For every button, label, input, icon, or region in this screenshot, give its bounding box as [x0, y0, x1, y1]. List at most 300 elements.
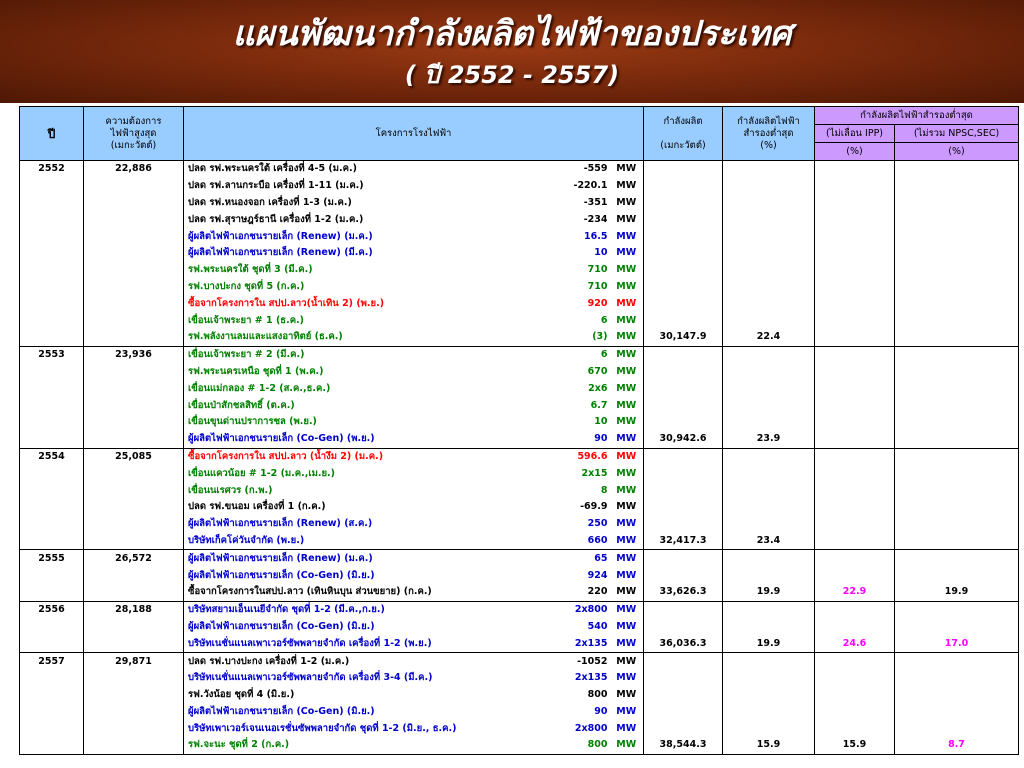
row-capacity — [644, 380, 723, 397]
row-reserve-no-ipp-delay — [815, 465, 895, 482]
row-unit: MW — [610, 279, 644, 296]
row-peak-demand — [84, 567, 184, 584]
table-row — [20, 414, 1019, 431]
row-year: 2557 — [20, 653, 84, 670]
row-reserve-no-ipp-delay — [815, 312, 895, 329]
row-unit: MW — [610, 414, 644, 431]
row-year — [20, 178, 84, 195]
row-reserve-no-ipp-delay — [815, 228, 895, 245]
row-year — [20, 195, 84, 212]
row-reserve-no-ipp-delay — [815, 720, 895, 737]
table-row — [20, 601, 1019, 618]
row-reserve — [723, 312, 815, 329]
row-reserve-no-ipp-delay — [815, 687, 895, 704]
row-mw-value: 10 — [594, 247, 608, 259]
row-mw-value: 710 — [587, 264, 608, 276]
row-project-name: เขื่อนเจ้าพระยา # 1 (ธ.ค.) — [188, 314, 305, 326]
row-reserve — [723, 619, 815, 636]
row-capacity: 32,417.3 — [644, 533, 723, 550]
row-peak-demand — [84, 245, 184, 262]
row-year — [20, 533, 84, 550]
row-reserve-excl-npsc: 17.0 — [895, 635, 1019, 652]
row-peak-demand — [84, 465, 184, 482]
row-peak-demand — [84, 380, 184, 397]
row-capacity — [644, 211, 723, 228]
row-peak-demand — [84, 431, 184, 448]
row-mw-value: 2x135 — [574, 672, 608, 684]
row-project-name: ซื้อจากโครงการในสปป.ลาว (เทินหินบุน ส่วนขยาย) (ก.ค.) — [184, 584, 560, 601]
row-year — [20, 516, 84, 533]
row-mw-value: -220.1 — [573, 180, 608, 192]
row-reserve — [723, 380, 815, 397]
row-year — [20, 295, 84, 312]
row-project-name: ปลด รฟ.ขนอม เครื่องที่ 1 (ก.ค.) — [188, 501, 326, 513]
row-capacity — [644, 245, 723, 262]
row-reserve-no-ipp-delay — [815, 619, 895, 636]
row-reserve-no-ipp-delay — [815, 195, 895, 212]
row-peak-demand — [84, 635, 184, 652]
title-banner — [0, 0, 1024, 103]
table-row — [20, 329, 1019, 346]
row-peak-demand — [84, 397, 184, 414]
row-peak-demand — [84, 329, 184, 346]
row-peak-demand: 22,886 — [84, 161, 184, 178]
row-reserve-excl-npsc — [895, 601, 1019, 618]
row-reserve-excl-npsc — [895, 397, 1019, 414]
table-row — [20, 262, 1019, 279]
header-year: ปี — [20, 107, 84, 161]
row-project-name: ผู้ผลิตไฟฟ้าเอกชนรายเล็ก (Co-Gen) (มิ.ย.) — [188, 705, 375, 717]
row-peak-demand — [84, 482, 184, 499]
row-capacity — [644, 262, 723, 279]
row-project-name: ปลด รฟ.บางปะกง เครื่องที่ 1-2 (ม.ค.) — [188, 655, 350, 667]
row-year — [20, 211, 84, 228]
row-reserve — [723, 653, 815, 670]
table-row — [20, 737, 1019, 754]
row-reserve: 15.9 — [723, 737, 815, 754]
table-row — [20, 228, 1019, 245]
row-capacity — [644, 670, 723, 687]
row-mw-value: 2x800 — [574, 604, 608, 616]
row-mw-value: 16.5 — [584, 230, 608, 242]
row-unit: MW — [610, 567, 644, 584]
row-reserve — [723, 195, 815, 212]
row-reserve — [723, 414, 815, 431]
row-capacity — [644, 567, 723, 584]
row-project-name: เขื่อนขุนด่านปราการชล (พ.ย.) — [188, 416, 317, 428]
table-row — [20, 211, 1019, 228]
table-row — [20, 516, 1019, 533]
table-row — [20, 635, 1019, 652]
table-row — [20, 704, 1019, 721]
row-peak-demand — [84, 516, 184, 533]
row-peak-demand — [84, 619, 184, 636]
row-reserve-excl-npsc — [895, 448, 1019, 465]
row-year — [20, 584, 84, 601]
row-reserve-no-ipp-delay — [815, 346, 895, 363]
row-project-name: บริษัทสยามเอ็นเนยีจำกัด ชุดที่ 1-2 (มี.ค.,ก.ย.) — [188, 604, 385, 616]
row-mw-value: 65 — [594, 552, 608, 564]
row-reserve-excl-npsc — [895, 619, 1019, 636]
row-capacity — [644, 178, 723, 195]
row-reserve-no-ipp-delay — [815, 653, 895, 670]
page-subtitle: ( ปี 2552 - 2557) — [404, 61, 620, 89]
header-no-ipp-delay-unit: (%) — [815, 143, 895, 161]
row-reserve-excl-npsc — [895, 178, 1019, 195]
row-capacity — [644, 516, 723, 533]
row-project-name: ผู้ผลิตไฟฟ้าเอกชนรายเล็ก (Co-Gen) (พ.ย.) — [184, 431, 560, 448]
row-peak-demand — [84, 670, 184, 687]
row-mw-value: 10 — [594, 416, 608, 428]
row-peak-demand — [84, 312, 184, 329]
row-peak-demand — [84, 364, 184, 381]
table-row — [20, 245, 1019, 262]
row-unit: MW — [610, 329, 644, 346]
row-mw-value: 920 — [587, 297, 608, 309]
row-unit: MW — [610, 499, 644, 516]
table-row — [20, 178, 1019, 195]
row-peak-demand — [84, 584, 184, 601]
table-body — [20, 161, 1019, 755]
row-reserve-no-ipp-delay — [815, 364, 895, 381]
row-capacity — [644, 653, 723, 670]
row-mw-value: 710 — [587, 280, 608, 292]
row-reserve — [723, 482, 815, 499]
row-unit: MW — [610, 397, 644, 414]
row-reserve-no-ipp-delay — [815, 670, 895, 687]
table-row — [20, 195, 1019, 212]
row-reserve-no-ipp-delay — [815, 161, 895, 178]
table-row — [20, 346, 1019, 363]
row-unit: MW — [610, 482, 644, 499]
row-reserve-excl-npsc — [895, 567, 1019, 584]
row-peak-demand — [84, 720, 184, 737]
row-capacity — [644, 704, 723, 721]
row-peak-demand — [84, 687, 184, 704]
row-reserve-excl-npsc — [895, 211, 1019, 228]
row-project-name: บริษัทเนชั่นแนลเพาเวอร์ซัพพลายจำกัด เครื่องที่ 1-2 (พ.ย.) — [184, 635, 560, 652]
row-reserve — [723, 295, 815, 312]
row-year — [20, 687, 84, 704]
header-peak-demand: ความต้องการ ไฟฟ้าสูงสุด (เมกะวัตต์) — [84, 107, 184, 161]
row-peak-demand — [84, 211, 184, 228]
row-project-name: รฟ.บางปะกง ชุดที่ 5 (ก.ค.) — [188, 280, 305, 292]
row-unit: MW — [610, 346, 644, 363]
row-reserve-excl-npsc — [895, 431, 1019, 448]
table-row — [20, 380, 1019, 397]
header-capacity: กำลังผลิต (เมกะวัตต์) — [644, 107, 723, 161]
row-project-name: ปลด รฟ.หนองจอก เครื่องที่ 1-3 (ม.ค.) — [188, 196, 352, 208]
table-row — [20, 279, 1019, 296]
header-min-reserve-group: กำลังผลิตไฟฟ้าสำรองต่ำสุด — [815, 107, 1019, 125]
row-mw-value: 540 — [587, 620, 608, 632]
row-year — [20, 737, 84, 754]
row-peak-demand: 28,188 — [84, 601, 184, 618]
row-reserve-excl-npsc — [895, 550, 1019, 567]
row-year — [20, 567, 84, 584]
row-mw-value: -69.9 — [580, 501, 608, 513]
row-project-name: ผู้ผลิตไฟฟ้าเอกชนรายเล็ก (Renew) (ม.ค.) — [188, 552, 373, 564]
header-no-ipp-delay: (ไม่เลื่อน IPP) — [815, 125, 895, 143]
row-year: 2554 — [20, 448, 84, 465]
row-unit: MW — [610, 635, 644, 652]
row-reserve — [723, 567, 815, 584]
row-reserve-excl-npsc — [895, 380, 1019, 397]
row-mw-value: 800 — [587, 689, 608, 701]
row-unit: MW — [610, 448, 644, 465]
row-reserve: 19.9 — [723, 635, 815, 652]
row-year — [20, 619, 84, 636]
row-capacity — [644, 687, 723, 704]
row-unit: MW — [610, 295, 644, 312]
row-capacity — [644, 364, 723, 381]
row-reserve-excl-npsc — [895, 720, 1019, 737]
row-reserve-excl-npsc — [895, 482, 1019, 499]
row-mw-value: 90 — [594, 705, 608, 717]
row-year — [20, 720, 84, 737]
table-row — [20, 482, 1019, 499]
row-mw-value: -351 — [583, 196, 608, 208]
row-mw-value: 670 — [587, 365, 608, 377]
row-reserve-excl-npsc — [895, 262, 1019, 279]
row-mw-value: -1052 — [577, 655, 608, 667]
row-mw-value: 800 — [560, 737, 610, 754]
row-reserve-no-ipp-delay — [815, 279, 895, 296]
row-unit: MW — [610, 195, 644, 212]
row-peak-demand — [84, 228, 184, 245]
row-project-name: ผู้ผลิตไฟฟ้าเอกชนรายเล็ก (Co-Gen) (มิ.ย.) — [188, 569, 375, 581]
row-reserve-no-ipp-delay — [815, 516, 895, 533]
row-project-name: รฟ.พระนครใต้ ชุดที่ 3 (มี.ค.) — [188, 264, 313, 276]
row-unit: MW — [610, 178, 644, 195]
row-reserve — [723, 178, 815, 195]
row-year — [20, 245, 84, 262]
row-reserve-excl-npsc — [895, 533, 1019, 550]
row-capacity — [644, 312, 723, 329]
row-peak-demand — [84, 737, 184, 754]
row-unit: MW — [610, 431, 644, 448]
row-project-name: รฟ.วังน้อย ชุดที่ 4 (มิ.ย.) — [188, 689, 295, 701]
row-capacity: 30,942.6 — [644, 431, 723, 448]
row-unit: MW — [610, 312, 644, 329]
row-reserve-no-ipp-delay — [815, 533, 895, 550]
row-capacity — [644, 161, 723, 178]
row-peak-demand — [84, 414, 184, 431]
header-excl-npsc: (ไม่รวม NPSC,SEC) — [895, 125, 1019, 143]
row-reserve-no-ipp-delay — [815, 550, 895, 567]
row-project-name: ซื้อจากโครงการใน สปป.ลาว (น้ำงึม 2) (ม.ค.) — [188, 450, 384, 462]
row-year — [20, 279, 84, 296]
row-reserve-excl-npsc — [895, 670, 1019, 687]
row-unit: MW — [610, 364, 644, 381]
row-reserve-excl-npsc — [895, 312, 1019, 329]
row-reserve-excl-npsc — [895, 465, 1019, 482]
row-reserve-no-ipp-delay: 24.6 — [815, 635, 895, 652]
table-row — [20, 653, 1019, 670]
row-reserve-excl-npsc — [895, 245, 1019, 262]
row-project-name: ผู้ผลิตไฟฟ้าเอกชนรายเล็ก (Renew) (ม.ค.) — [188, 230, 373, 242]
row-capacity — [644, 601, 723, 618]
table-row — [20, 567, 1019, 584]
row-project-name: บริษัทเก็คโค่วันจำกัด (พ.ย.) — [184, 533, 560, 550]
row-unit: MW — [610, 161, 644, 178]
row-reserve — [723, 720, 815, 737]
row-project-name: เขื่อนแควน้อย # 1-2 (ม.ค.,เม.ย.) — [188, 467, 335, 479]
row-capacity — [644, 414, 723, 431]
row-unit: MW — [610, 245, 644, 262]
row-peak-demand — [84, 295, 184, 312]
row-peak-demand: 26,572 — [84, 550, 184, 567]
row-capacity: 38,544.3 — [644, 737, 723, 754]
row-unit: MW — [610, 670, 644, 687]
row-capacity — [644, 228, 723, 245]
row-peak-demand: 25,085 — [84, 448, 184, 465]
row-peak-demand — [84, 279, 184, 296]
row-reserve — [723, 346, 815, 363]
row-reserve-no-ipp-delay — [815, 397, 895, 414]
row-mw-value: 596.6 — [577, 450, 608, 462]
row-reserve-excl-npsc — [895, 653, 1019, 670]
row-unit: MW — [610, 601, 644, 618]
row-capacity: 36,036.3 — [644, 635, 723, 652]
row-reserve: 19.9 — [723, 584, 815, 601]
row-year — [20, 465, 84, 482]
row-project-name: ผู้ผลิตไฟฟ้าเอกชนรายเล็ก (Renew) (ส.ค.) — [188, 518, 373, 530]
row-reserve — [723, 516, 815, 533]
row-year — [20, 482, 84, 499]
row-reserve-excl-npsc — [895, 687, 1019, 704]
row-year — [20, 704, 84, 721]
row-reserve — [723, 499, 815, 516]
row-unit: MW — [610, 584, 644, 601]
row-reserve: 23.4 — [723, 533, 815, 550]
row-unit: MW — [610, 720, 644, 737]
row-mw-value: 250 — [587, 518, 608, 530]
table-row — [20, 619, 1019, 636]
header-reserve: กำลังผลิตไฟฟ้า สำรองต่ำสุด (%) — [723, 107, 815, 161]
table-row — [20, 448, 1019, 465]
row-reserve-excl-npsc: 19.9 — [895, 584, 1019, 601]
row-mw-value: 6 — [600, 349, 608, 361]
row-project-name: ปลด รฟ.ลานกระบือ เครื่องที่ 1-11 (ม.ค.) — [188, 180, 364, 192]
row-reserve-no-ipp-delay — [815, 448, 895, 465]
row-project-name: ปลด รฟ.พระนครใต้ เครื่องที่ 4-5 (ม.ค.) — [188, 163, 357, 175]
row-peak-demand — [84, 533, 184, 550]
row-project-name: บริษัทเนชั่นแนลเพาเวอร์ซัพพลายจำกัด เครื่องที่ 3-4 (มี.ค.) — [188, 672, 433, 684]
row-peak-demand: 29,871 — [84, 653, 184, 670]
row-reserve-no-ipp-delay — [815, 601, 895, 618]
row-mw-value: 924 — [587, 569, 608, 581]
row-reserve-no-ipp-delay — [815, 499, 895, 516]
row-reserve — [723, 550, 815, 567]
row-reserve — [723, 279, 815, 296]
row-mw-value: 2x15 — [581, 467, 608, 479]
row-project-name: เขื่อนป่าสักชลสิทธิ์ (ต.ค.) — [188, 399, 295, 411]
row-reserve-excl-npsc — [895, 228, 1019, 245]
power-plan-table — [19, 106, 1019, 755]
row-reserve-excl-npsc — [895, 195, 1019, 212]
table-row — [20, 431, 1019, 448]
row-project-name: เขื่อนเจ้าพระยา # 2 (มี.ค.) — [188, 349, 305, 361]
row-project-name: ผู้ผลิตไฟฟ้าเอกชนรายเล็ก (Co-Gen) (มิ.ย.) — [188, 620, 375, 632]
row-year: 2552 — [20, 161, 84, 178]
row-reserve — [723, 704, 815, 721]
row-capacity — [644, 448, 723, 465]
row-reserve-no-ipp-delay — [815, 431, 895, 448]
table-row — [20, 161, 1019, 178]
row-year — [20, 364, 84, 381]
row-peak-demand — [84, 704, 184, 721]
row-reserve-no-ipp-delay: 22.9 — [815, 584, 895, 601]
row-capacity — [644, 720, 723, 737]
row-reserve-no-ipp-delay — [815, 482, 895, 499]
row-year — [20, 312, 84, 329]
row-reserve-no-ipp-delay — [815, 704, 895, 721]
table-row — [20, 720, 1019, 737]
row-year — [20, 670, 84, 687]
row-mw-value: -234 — [583, 213, 608, 225]
row-unit: MW — [610, 550, 644, 567]
row-unit: MW — [610, 465, 644, 482]
row-reserve-excl-npsc — [895, 329, 1019, 346]
row-reserve-no-ipp-delay — [815, 178, 895, 195]
row-peak-demand — [84, 262, 184, 279]
row-project-name: รฟ.พลังงานลมและแสงอาทิตย์ (ธ.ค.) — [184, 329, 560, 346]
row-peak-demand — [84, 178, 184, 195]
row-reserve: 23.9 — [723, 431, 815, 448]
row-capacity — [644, 346, 723, 363]
table-row — [20, 670, 1019, 687]
row-project-name: รฟ.พระนครเหนือ ชุดที่ 1 (พ.ค.) — [188, 365, 324, 377]
row-project-name: ผู้ผลิตไฟฟ้าเอกชนรายเล็ก (Renew) (มี.ค.) — [188, 247, 373, 259]
row-year — [20, 635, 84, 652]
row-reserve — [723, 601, 815, 618]
row-project-name: เขื่อนนเรศวร (ก.พ.) — [188, 484, 273, 496]
row-year: 2555 — [20, 550, 84, 567]
row-unit: MW — [610, 211, 644, 228]
row-year — [20, 380, 84, 397]
row-reserve-excl-npsc — [895, 161, 1019, 178]
row-capacity — [644, 295, 723, 312]
row-unit: MW — [610, 262, 644, 279]
row-unit: MW — [610, 687, 644, 704]
row-capacity — [644, 482, 723, 499]
row-unit: MW — [610, 704, 644, 721]
row-mw-value: 6 — [600, 314, 608, 326]
row-project-name: ซื้อจากโครงการใน สปป.ลาว(น้ำเทิน 2) (พ.ย.) — [188, 297, 385, 309]
row-reserve-excl-npsc — [895, 346, 1019, 363]
row-unit: MW — [610, 380, 644, 397]
row-reserve-no-ipp-delay — [815, 567, 895, 584]
row-reserve-no-ipp-delay — [815, 414, 895, 431]
row-reserve — [723, 364, 815, 381]
row-year — [20, 262, 84, 279]
row-unit: MW — [610, 516, 644, 533]
table-row — [20, 312, 1019, 329]
row-reserve-no-ipp-delay: 15.9 — [815, 737, 895, 754]
row-unit: MW — [610, 533, 644, 550]
row-unit: MW — [610, 653, 644, 670]
row-mw-value: (3) — [560, 329, 610, 346]
row-year — [20, 228, 84, 245]
row-reserve-excl-npsc — [895, 364, 1019, 381]
row-reserve-excl-npsc — [895, 414, 1019, 431]
row-year: 2556 — [20, 601, 84, 618]
row-capacity: 30,147.9 — [644, 329, 723, 346]
row-capacity: 33,626.3 — [644, 584, 723, 601]
row-capacity — [644, 619, 723, 636]
row-mw-value: 8 — [600, 484, 608, 496]
